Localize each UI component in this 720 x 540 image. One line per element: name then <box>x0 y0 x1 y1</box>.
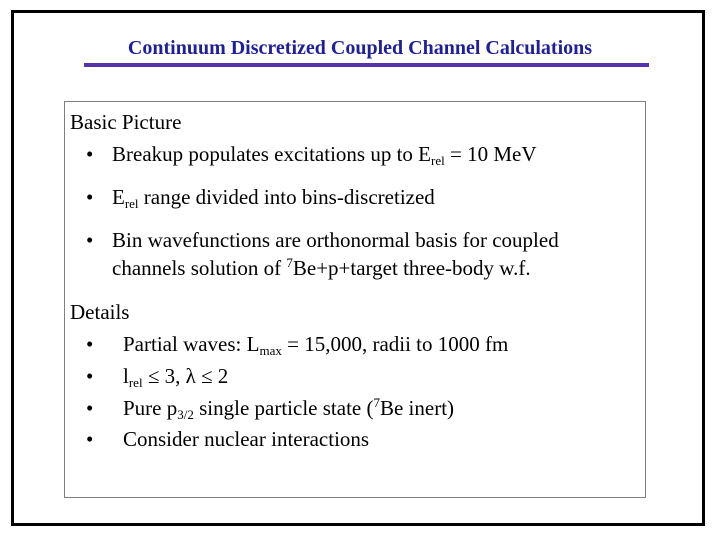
bullet-3-line-2: channels solution of $^7$Be+p+target three-body w.f. <box>112 255 531 280</box>
detail-1-text: Partial waves: $L_{max} = 15,000$, radii to 1000 fm <box>123 332 509 358</box>
detail-2-text: $l_{rel} \le 3$, λ ≤ 2 <box>123 364 229 390</box>
bullet-1-marker: • <box>86 142 94 166</box>
slide-title: Continuum Discretized Coupled Channel Calculations <box>127 37 593 59</box>
detail-4-text: Consider nuclear interactions <box>123 427 370 451</box>
detail-1-marker: • <box>86 332 94 356</box>
bullet-3-marker: • <box>86 228 94 252</box>
title-underline <box>84 63 649 67</box>
basic-picture-heading: Basic Picture <box>70 110 182 134</box>
bullet-1-text: Breakup populates excitations up to $E_{rel} = 10$ MeV <box>112 142 537 168</box>
bullet-2-marker: • <box>86 185 94 209</box>
detail-3-marker: • <box>86 396 94 420</box>
detail-2-marker: • <box>86 364 94 388</box>
bullet-3-line-1: Bin wavefunctions are orthonormal basis for coupled <box>112 228 559 252</box>
detail-4-marker: • <box>86 427 94 451</box>
bullet-2-text: $E_{rel}$ range divided into bins-discretized <box>112 185 435 211</box>
detail-3-text: Pure $p_{3/2}$ single particle state ($^7$Be inert) <box>123 395 455 422</box>
details-heading: Details <box>70 300 130 324</box>
